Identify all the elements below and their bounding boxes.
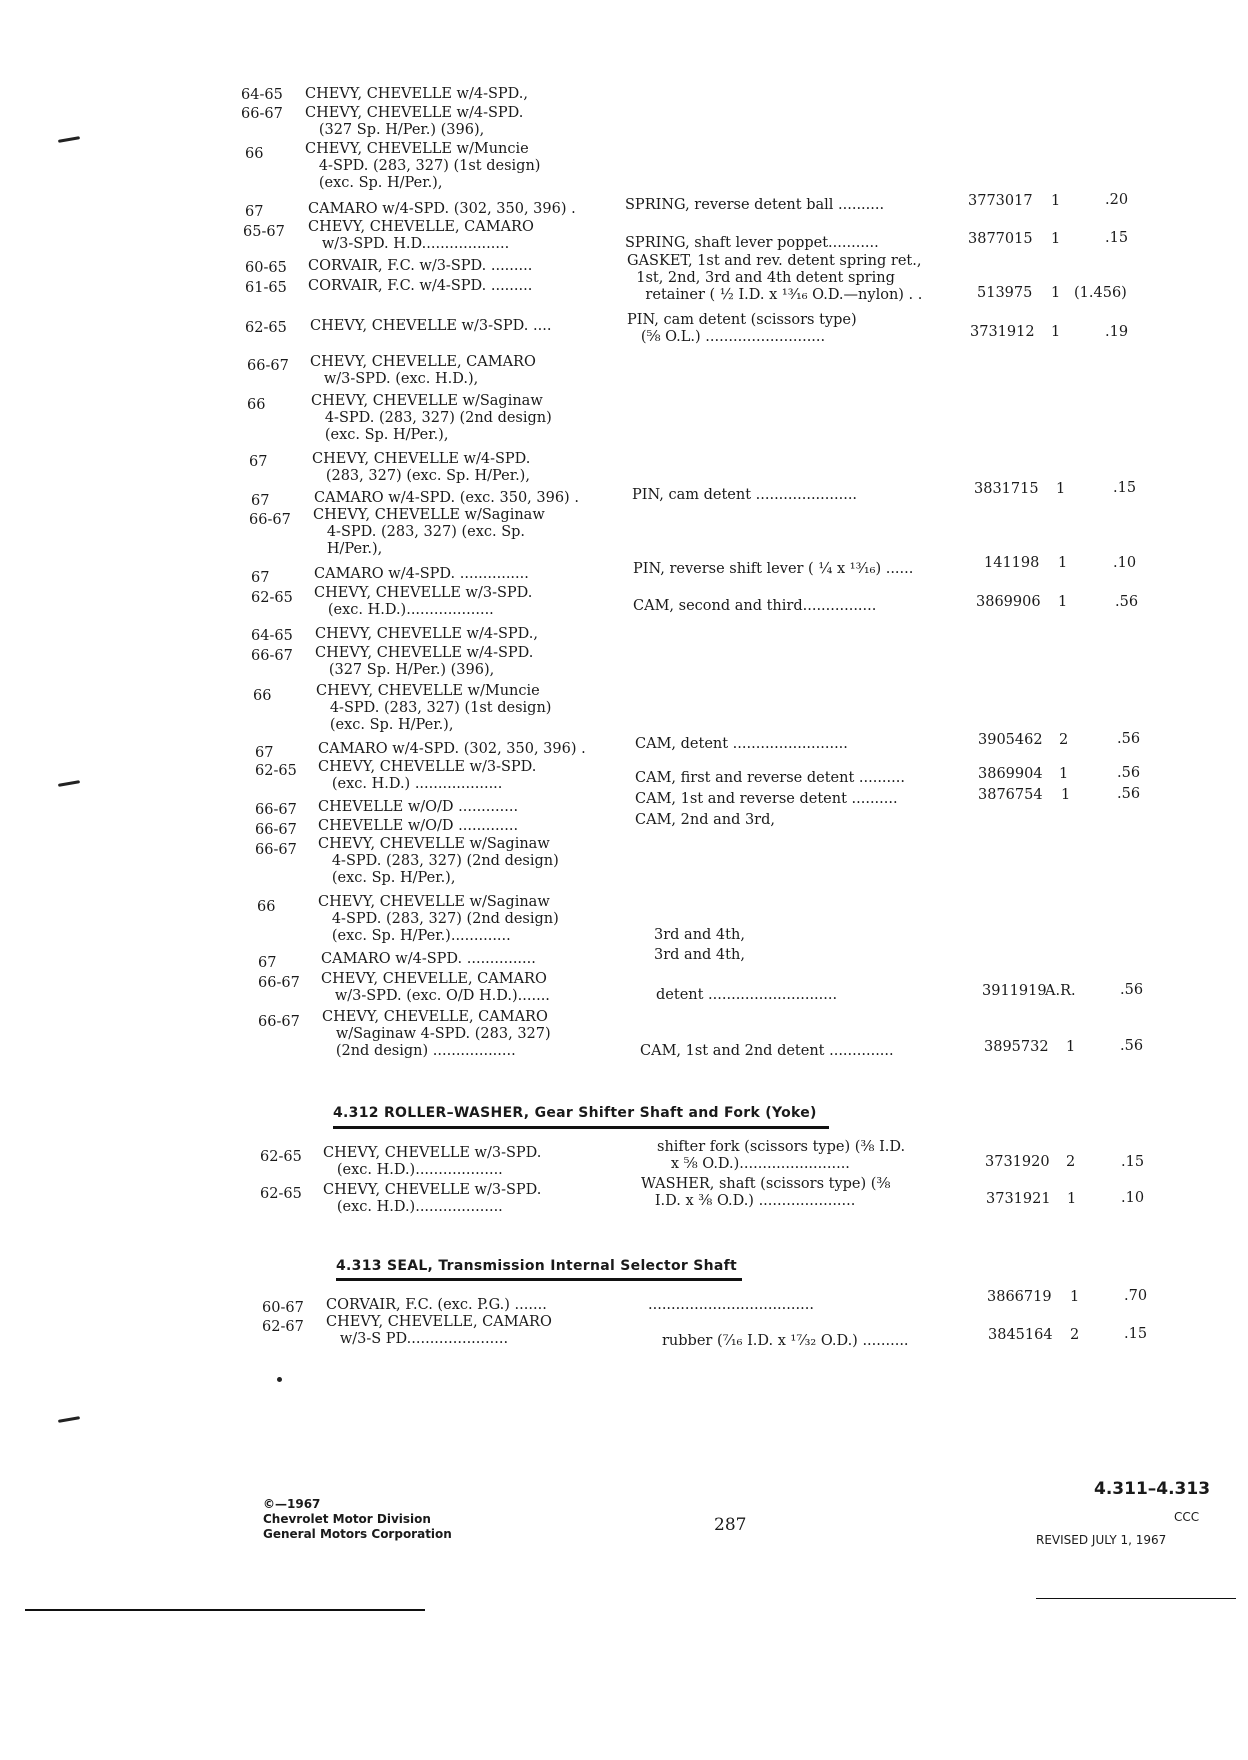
part-price: .15 xyxy=(1105,230,1129,246)
application: CHEVY, CHEVELLE w/3-SPD. (exc. H.D.)................... xyxy=(323,1182,542,1215)
year: 65-67 xyxy=(243,224,285,240)
part-price: .10 xyxy=(1113,555,1137,571)
year: 67 xyxy=(251,493,270,509)
part-description: CAM, second and third................ xyxy=(633,598,877,614)
part-description: CAM, 1st and reverse detent .......... xyxy=(635,791,898,807)
application: CHEVY, CHEVELLE w/Muncie 4-SPD. (283, 327) (1st design) (exc. Sp. H/Per.), xyxy=(316,683,552,733)
application: CAMARO w/4-SPD. ............... xyxy=(321,951,536,967)
part-price: .15 xyxy=(1113,480,1137,496)
part-price: .56 xyxy=(1115,594,1139,610)
part-price: .56 xyxy=(1117,765,1141,781)
part-price: .56 xyxy=(1117,786,1141,802)
part-quantity: 1 xyxy=(1051,193,1061,209)
year: 66 xyxy=(247,397,266,413)
part-quantity: 1 xyxy=(1061,787,1071,803)
part-price: .70 xyxy=(1124,1288,1148,1304)
application: CAMARO w/4-SPD. (302, 350, 396) . xyxy=(318,741,586,757)
year: 66 xyxy=(257,899,276,915)
part-number: 3869906 xyxy=(976,594,1041,610)
part-price: .56 xyxy=(1120,982,1144,998)
footer-division: Chevrolet Motor Division xyxy=(263,1512,431,1526)
year: 67 xyxy=(251,570,270,586)
year: 61-65 xyxy=(245,280,287,296)
part-quantity: 2 xyxy=(1070,1327,1080,1343)
scan-dot xyxy=(277,1377,282,1382)
year: 66-67 xyxy=(247,358,289,374)
part-description: GASKET, 1st and rev. detent spring ret., 1st, 2nd, 3rd and 4th detent spring retainer ( ½ I.D. x ¹³⁄₁₆ O.D.—nylon) . . xyxy=(627,253,923,303)
section-rule xyxy=(333,1126,829,1129)
part-quantity: 1 xyxy=(1059,766,1069,782)
section-range: 4.311–4.313 xyxy=(1094,1479,1211,1499)
part-price: .10 xyxy=(1121,1190,1145,1206)
part-number: 3845164 xyxy=(988,1327,1053,1343)
part-number: 3895732 xyxy=(984,1039,1049,1055)
application: CHEVY, CHEVELLE w/4-SPD. (283, 327) (exc. Sp. H/Per.), xyxy=(312,451,531,484)
year: 66-67 xyxy=(249,512,291,528)
footer-corporation: General Motors Corporation xyxy=(263,1527,452,1541)
part-description: CAM, 1st and 2nd detent .............. xyxy=(640,1043,894,1059)
part-quantity: 1 xyxy=(1058,555,1068,571)
year: 67 xyxy=(249,454,268,470)
application: CORVAIR, F.C. w/3-SPD. ......... xyxy=(308,258,533,274)
application: CHEVY, CHEVELLE w/3-SPD. (exc. H.D.)................... xyxy=(314,585,533,618)
part-description: CAM, 2nd and 3rd, xyxy=(635,812,776,828)
application: CHEVY, CHEVELLE w/Saginaw 4-SPD. (283, 327) (exc. Sp. H/Per.), xyxy=(313,507,545,557)
part-number: 3905462 xyxy=(978,732,1043,748)
part-description: shifter fork (scissors type) (⅜ I.D. x ⅝ O.D.)........................ xyxy=(657,1139,906,1172)
application: CHEVY, CHEVELLE w/Saginaw 4-SPD. (283, 327) (2nd design) (exc. Sp. H/Per.)............. xyxy=(318,894,559,944)
application: CAMARO w/4-SPD. ............... xyxy=(314,566,529,582)
part-description: SPRING, reverse detent ball .......... xyxy=(625,197,885,213)
revision-date: REVISED JULY 1, 1967 xyxy=(1036,1533,1167,1547)
part-quantity: 1 xyxy=(1070,1289,1080,1305)
part-quantity: 2 xyxy=(1066,1154,1076,1170)
year: 67 xyxy=(255,745,274,761)
footer-copyright: ©—1967 xyxy=(263,1497,321,1511)
part-price: .19 xyxy=(1105,324,1129,340)
application: CHEVY, CHEVELLE, CAMARO w/Saginaw 4-SPD. (283, 327) (2nd design) .................. xyxy=(322,1009,551,1059)
part-quantity: 1 xyxy=(1058,594,1068,610)
part-price: .56 xyxy=(1120,1038,1144,1054)
application: CAMARO w/4-SPD. (exc. 350, 396) . xyxy=(314,490,579,506)
part-price: .15 xyxy=(1121,1154,1145,1170)
catalog-code: CCC xyxy=(1174,1510,1200,1524)
year: 62-65 xyxy=(260,1186,302,1202)
part-description: CAM, first and reverse detent .......... xyxy=(635,770,905,786)
part-number: 3877015 xyxy=(968,231,1033,247)
part-number: 3831715 xyxy=(974,481,1039,497)
part-description: PIN, cam detent ...................... xyxy=(632,487,858,503)
application: CHEVY, CHEVELLE w/4-SPD. (327 Sp. H/Per.) (396), xyxy=(315,645,534,678)
application: CHEVY, CHEVELLE, CAMARO w/3-SPD. (exc. O/D H.D.)....... xyxy=(321,971,550,1004)
part-number: 3731912 xyxy=(970,324,1035,340)
application: CHEVY, CHEVELLE w/Saginaw 4-SPD. (283, 327) (2nd design) (exc. Sp. H/Per.), xyxy=(318,836,559,886)
page-number: 287 xyxy=(714,1515,747,1535)
part-number: 141198 xyxy=(984,555,1040,571)
application: CAMARO w/4-SPD. (302, 350, 396) . xyxy=(308,201,576,217)
part-price: .56 xyxy=(1117,731,1141,747)
application: CHEVY, CHEVELLE w/4-SPD., xyxy=(315,626,538,642)
part-price: .15 xyxy=(1124,1326,1148,1342)
part-number: 3869904 xyxy=(978,766,1043,782)
part-description: detent ............................ xyxy=(656,987,838,1003)
year: 67 xyxy=(258,955,277,971)
part-description: 3rd and 4th, xyxy=(654,947,745,963)
part-quantity: 2 xyxy=(1059,732,1069,748)
year: 66 xyxy=(245,146,264,162)
application: CHEVELLE w/O/D ............. xyxy=(318,818,519,834)
part-description: WASHER, shaft (scissors type) (⅜ I.D. x ⅜ O.D.) ..................... xyxy=(641,1176,891,1209)
part-quantity: 1 xyxy=(1051,285,1061,301)
year: 62-65 xyxy=(251,590,293,606)
part-quantity: 1 xyxy=(1051,231,1061,247)
year: 66-67 xyxy=(255,802,297,818)
bottom-rule xyxy=(25,1609,425,1611)
part-number: 3731920 xyxy=(985,1154,1050,1170)
year: 64-65 xyxy=(241,87,283,103)
part-quantity: 1 xyxy=(1066,1039,1076,1055)
part-description: CAM, detent ......................... xyxy=(635,736,848,752)
part-number: 3866719 xyxy=(987,1289,1052,1305)
application: CHEVY, CHEVELLE w/Saginaw 4-SPD. (283, 327) (2nd design) (exc. Sp. H/Per.), xyxy=(311,393,552,443)
application: CHEVY, CHEVELLE w/Muncie 4-SPD. (283, 327) (1st design) (exc. Sp. H/Per.), xyxy=(305,141,541,191)
part-description: 3rd and 4th, xyxy=(654,927,745,943)
application: CHEVELLE w/O/D ............. xyxy=(318,799,519,815)
binder-mark xyxy=(58,136,80,143)
year: 62-65 xyxy=(245,320,287,336)
application: CHEVY, CHEVELLE w/3-SPD. (exc. H.D.) ................... xyxy=(318,759,537,792)
application: CHEVY, CHEVELLE w/3-SPD. .... xyxy=(310,318,552,334)
part-number: 3731921 xyxy=(986,1191,1051,1207)
year: 66-67 xyxy=(258,1014,300,1030)
application: CHEVY, CHEVELLE w/4-SPD., xyxy=(305,86,528,102)
year: 60-65 xyxy=(245,260,287,276)
application: CHEVY, CHEVELLE w/4-SPD. (327 Sp. H/Per.) (396), xyxy=(305,105,524,138)
year: 62-67 xyxy=(262,1319,304,1335)
part-number: 3876754 xyxy=(978,787,1043,803)
year: 66-67 xyxy=(255,842,297,858)
year: 62-65 xyxy=(260,1149,302,1165)
year: 64-65 xyxy=(251,628,293,644)
year: 66-67 xyxy=(251,648,293,664)
year: 60-67 xyxy=(262,1300,304,1316)
year: 66 xyxy=(253,688,272,704)
section-rule xyxy=(336,1278,742,1281)
year: 66-67 xyxy=(255,822,297,838)
year: 66-67 xyxy=(241,106,283,122)
part-quantity: 1 xyxy=(1056,481,1066,497)
section-heading-4-313: 4.313 SEAL, Transmission Internal Selector Shaft xyxy=(336,1258,738,1274)
year: 62-65 xyxy=(255,763,297,779)
section-heading-4-312: 4.312 ROLLER–WASHER, Gear Shifter Shaft and Fork (Yoke) xyxy=(333,1105,817,1121)
part-description: PIN, reverse shift lever ( ¼ x ¹³⁄₁₆) ...... xyxy=(633,561,914,577)
part-quantity: 1 xyxy=(1051,324,1061,340)
binder-mark xyxy=(58,780,80,787)
application: CHEVY, CHEVELLE, CAMARO w/3-S PD...................... xyxy=(326,1314,552,1347)
part-description: SPRING, shaft lever poppet........... xyxy=(625,235,879,251)
application: CHEVY, CHEVELLE, CAMARO w/3-SPD. H.D................... xyxy=(308,219,534,252)
part-quantity: A.R. xyxy=(1045,983,1076,999)
application: CHEVY, CHEVELLE w/3-SPD. (exc. H.D.)................... xyxy=(323,1145,542,1178)
year: 66-67 xyxy=(258,975,300,991)
bottom-rule xyxy=(1036,1598,1236,1599)
part-price: .20 xyxy=(1105,192,1129,208)
application: CORVAIR, F.C. (exc. P.G.) ....... xyxy=(326,1297,547,1313)
part-quantity: 1 xyxy=(1067,1191,1077,1207)
part-number: 3773017 xyxy=(968,193,1033,209)
part-description: rubber (⁷⁄₁₆ I.D. x ¹⁷⁄₃₂ O.D.) .......... xyxy=(662,1333,909,1349)
application: CORVAIR, F.C. w/4-SPD. ......... xyxy=(308,278,533,294)
part-price: (1.456) xyxy=(1074,285,1127,301)
part-description: PIN, cam detent (scissors type) (⅝ O.L.) .......................... xyxy=(627,312,857,345)
part-description: .................................... xyxy=(648,1297,814,1313)
part-number: 3911919 xyxy=(982,983,1047,999)
binder-mark xyxy=(58,1416,80,1423)
application: CHEVY, CHEVELLE, CAMARO w/3-SPD. (exc. H.D.), xyxy=(310,354,536,387)
year: 67 xyxy=(245,204,264,220)
part-number: 513975 xyxy=(977,285,1033,301)
